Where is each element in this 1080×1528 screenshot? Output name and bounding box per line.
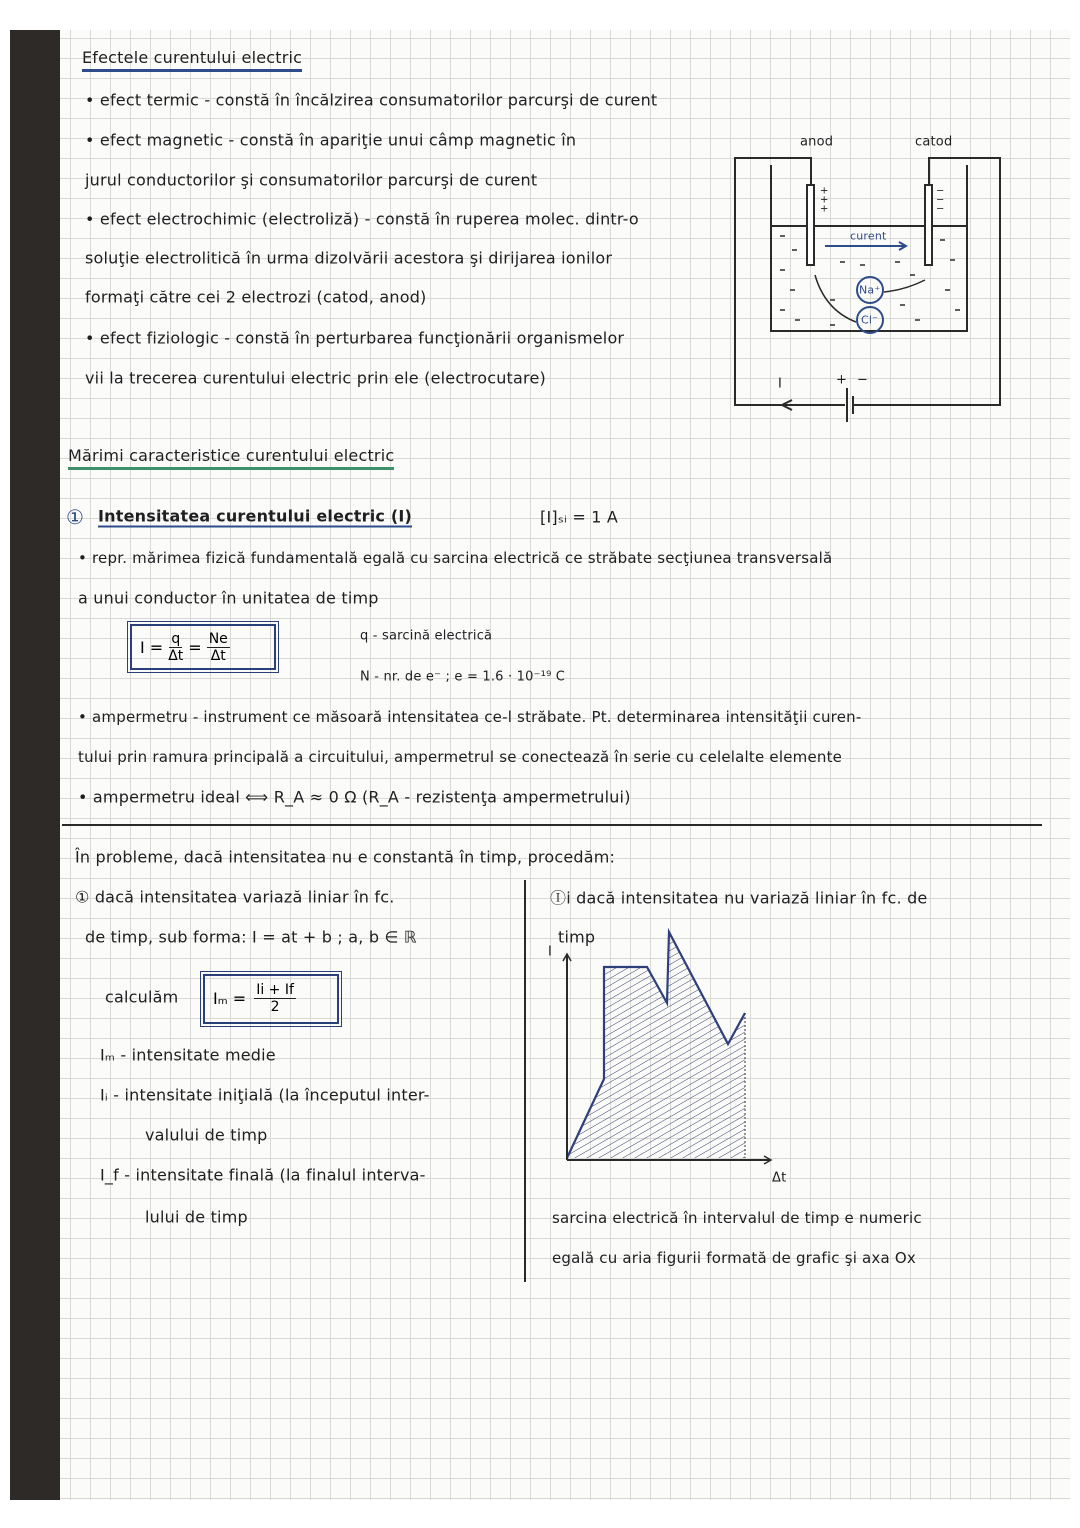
fraction-ne-dt	[207, 631, 230, 664]
battery-minus: −	[857, 372, 869, 388]
definition-if: I_f - intensitate finală (la finalul interva-	[100, 1165, 426, 1185]
graph-x-label: Δt	[772, 1170, 787, 1186]
definition-if-cont: lului de timp	[145, 1207, 248, 1227]
cathode-electrode	[925, 185, 932, 265]
numerator: Ne	[208, 631, 228, 647]
battery-plus: +	[836, 372, 848, 388]
effect-line: • efect fiziologic - constă în perturbarea funcţionării organismelor	[85, 328, 625, 348]
case1-line: ① dacă intensitatea variază liniar în fc.	[75, 887, 395, 907]
section-title-quantities: Mărimi caracteristice curentului electric	[68, 446, 394, 470]
ammeter-line: • ampermetru - instrument ce măsoară intensitatea ce-l străbate. Pt. determinarea intensităţii curen-	[78, 708, 862, 726]
effect-line: formaţi către cei 2 electrozi (catod, anod)	[85, 287, 427, 307]
case1-line: de timp, sub forma: I = at + b ; a, b ∈ ℝ	[85, 927, 417, 947]
numerator: q	[171, 631, 181, 647]
formula-lhs: I =	[140, 638, 164, 657]
effect-line: vii la trecerea curentului electric prin ele (electrocutare)	[85, 368, 546, 388]
current-label: curent	[850, 229, 887, 243]
subtitle-intensity: Intensitatea curentului electric (I)	[98, 506, 413, 526]
denominator: Δt	[168, 648, 184, 664]
na-ion-label: Na⁺	[859, 283, 881, 297]
conclusion-line: sarcina electrică în intervalul de timp e numeric	[552, 1209, 922, 1227]
si-unit: [I]ₛᵢ = 1 A	[540, 507, 619, 527]
intensity-formula-box	[130, 624, 276, 670]
item-number: ①	[66, 505, 85, 529]
effect-line: • efect electrochimic (electroliză) - constă în ruperea molec. dintr-o	[85, 209, 639, 229]
case2-line: Ⓘⅰ dacă intensitatea nu variază liniar în fc. de	[550, 888, 928, 908]
formula-lhs: Iₘ =	[213, 989, 247, 1008]
anode-label: anod	[800, 134, 834, 150]
section-title-effects: Efectele curentului electric	[82, 48, 302, 72]
ammeter-line: tului prin ramura principală a circuitului, ampermetrul se conectează în serie cu celelalte elemente	[78, 748, 843, 766]
q-definition: q - sarcină electrică	[360, 628, 493, 644]
effect-line: • efect termic - constă în încălzirea consumatorilor parcurşi de curent	[85, 90, 658, 110]
case2-line: timp	[558, 927, 596, 947]
anode-electrode	[807, 185, 814, 265]
cl-arrow	[815, 275, 856, 322]
definition-line: a unui conductor în unitatea de timp	[78, 588, 379, 608]
problems-intro: În probleme, dacă intensitatea nu e constantă în timp, procedăm:	[75, 847, 616, 867]
current-time-graph	[563, 932, 771, 1164]
ammeter-line: • ampermetru ideal ⟺ R_A ≈ 0 Ω (R_A - rezistenţa ampermetrului)	[78, 787, 631, 807]
fraction-mean	[254, 982, 296, 1015]
graph-y-label: I	[548, 944, 553, 960]
cathode-label: catod	[915, 134, 953, 150]
effect-line: soluţie electrolitică în urma dizolvării acestora şi dirijarea ionilor	[85, 248, 613, 268]
formula-eq: =	[188, 638, 202, 657]
denominator: Δt	[210, 648, 226, 664]
current-symbol: I	[778, 376, 783, 392]
effect-line: • efect magnetic - constă în apariţie unui câmp magnetic în	[85, 130, 577, 150]
charge-area	[567, 932, 745, 1158]
mean-intensity-formula-box	[203, 974, 339, 1024]
n-definition: N - nr. de e⁻ ; e = 1.6 · 10⁻¹⁹ C	[360, 669, 566, 685]
definition-ii: Iᵢ - intensitate iniţială (la începutul inter-	[100, 1085, 430, 1105]
definition-line: • repr. mărimea fizică fundamentală egală cu sarcina electrică ce străbate secţiunea transversală	[78, 549, 833, 567]
na-arrow	[884, 280, 925, 292]
conclusion-line: egală cu aria figurii formată de grafic şi axa Ox	[552, 1249, 916, 1267]
calc-label: calculăm	[105, 987, 179, 1007]
effect-line: jurul conductorilor şi consumatorilor parcurşi de curent	[85, 170, 538, 190]
anode-charges: + + +	[820, 185, 829, 215]
cl-ion-label: Cl⁻	[861, 313, 879, 327]
definition-ii-cont: valului de timp	[145, 1125, 268, 1145]
denominator: 2	[270, 999, 280, 1015]
fraction-q-dt	[168, 631, 183, 664]
numerator: Ii + If	[256, 982, 294, 998]
definition-im: Iₘ - intensitate medie	[100, 1045, 276, 1065]
cathode-charges: − − −	[936, 185, 945, 215]
